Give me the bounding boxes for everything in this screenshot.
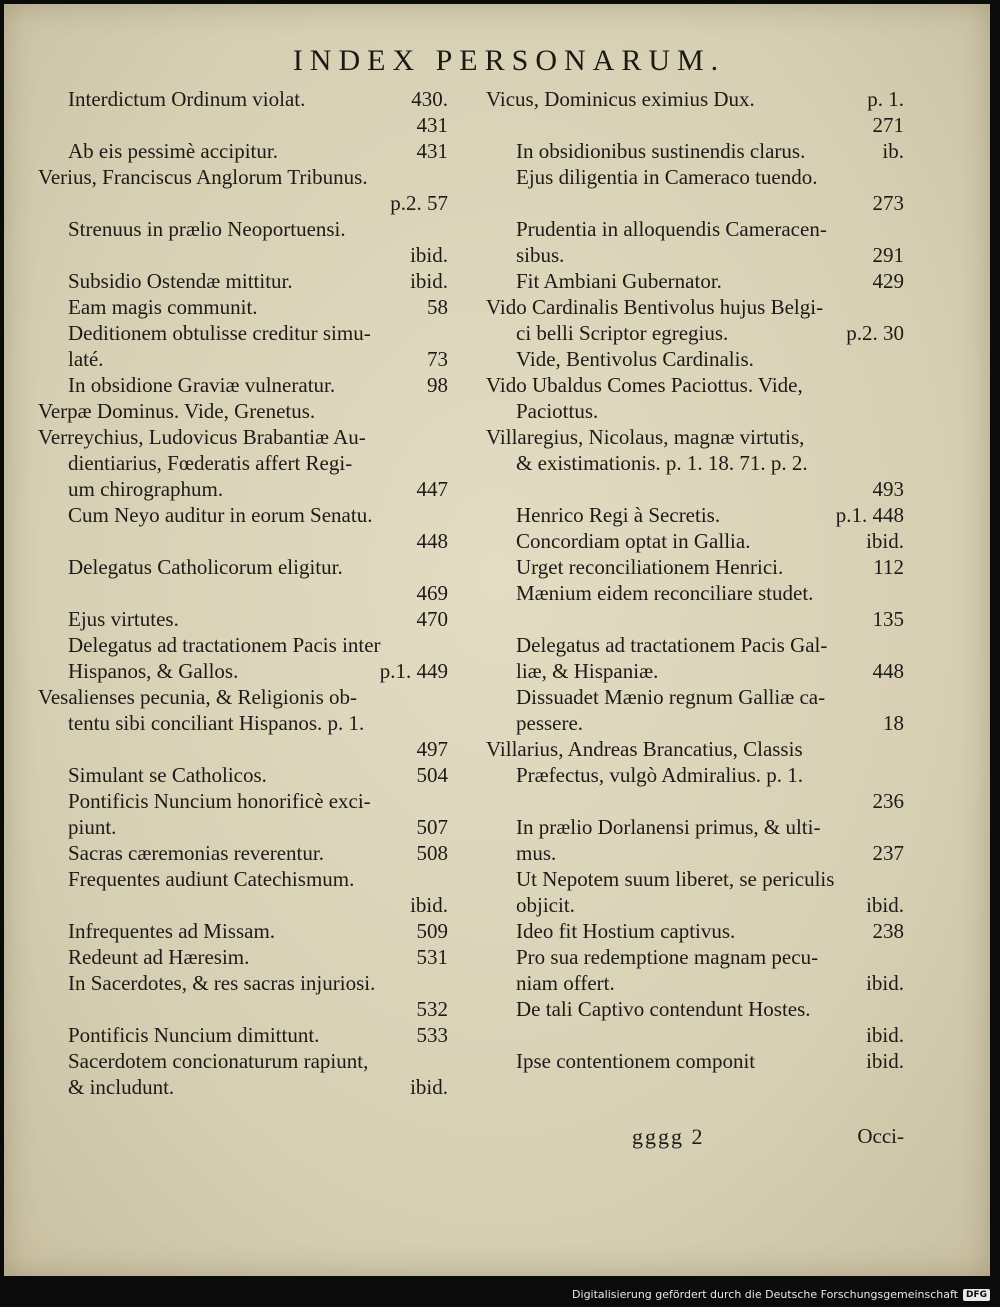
entry-text: sibus. [516,243,565,267]
page-reference [898,632,904,658]
index-entry [486,944,904,996]
running-head: INDEX PERSONARUM. [292,44,726,77]
entry-text: & existimationis. p. 1. 18. 71. p. 2. [516,451,808,475]
index-entry [38,632,448,684]
entry-text: In obsidione Graviæ vulneratur. [68,373,336,397]
entry-text: Mænium eidem reconciliare studet. [516,581,814,605]
entry-text: pessere. [516,711,584,735]
index-entry [486,372,904,424]
entry-text: Verius, Franciscus Anglorum Tribunus. [38,165,368,189]
index-line [38,190,448,216]
page-reference: 238 [872,919,904,943]
index-line [516,164,904,190]
page-reference: 271 [872,113,904,137]
page-reference: 509 [416,919,448,943]
index-line [516,658,904,684]
page-reference: 429 [872,269,904,293]
entry-text: niam offert. [516,971,615,995]
page-reference [442,398,448,424]
index-line [516,242,904,268]
index-entry [486,684,904,736]
entry-text: Delegatus ad tractationem Pacis Gal- [516,633,828,657]
entry-text: Ejus diligentia in Cameraco tuendo. [516,165,818,189]
index-line [68,814,448,840]
index-line [516,502,904,528]
index-line [68,632,448,658]
index-line [486,736,904,762]
index-entry [38,1022,448,1048]
page-reference [442,710,448,736]
index-entry [38,424,448,502]
index-line [68,606,448,632]
index-line [68,554,448,580]
page-reference: p. 1. [867,87,904,111]
index-line [516,216,904,242]
entry-text: Ut Nepotem suum liberet, se periculis [516,867,835,891]
index-line [38,684,448,710]
signature-mark: gggg 2 [632,1124,705,1149]
entry-text: De tali Captivo contendunt Hostes. [516,997,811,1021]
index-line [486,450,904,476]
page-reference [898,398,904,424]
entry-text: & includunt. [68,1075,175,1099]
entry-text: Eam magis communit. [68,295,258,319]
index-entry [486,346,904,372]
page-reference [898,736,904,762]
index-line [516,190,904,216]
book-page [4,4,990,1276]
entry-text: Fit Ambiani Gubernator. [516,269,722,293]
index-line [516,606,904,632]
entry-text: Redeunt ad Hæresim. [68,945,250,969]
index-entry [486,1048,904,1074]
index-line [516,996,904,1022]
page-reference [898,944,904,970]
page-reference: ibid. [410,893,448,917]
index-line [38,736,448,762]
page-reference [898,216,904,242]
index-entry [486,580,904,632]
page-reference: 448 [416,529,448,553]
page-reference: 508 [416,841,448,865]
page-reference: 431 [416,113,448,137]
entry-text: objicit. [516,893,575,917]
index-line [68,112,448,138]
index-entry [486,502,904,528]
page-reference: 431 [416,139,448,163]
index-entry [486,216,904,268]
index-line [486,320,904,346]
index-entry [486,164,904,216]
page-reference: ibid. [410,243,448,267]
index-entry [38,294,448,320]
entry-text: laté. [68,347,104,371]
index-entry [38,138,448,164]
entry-text: Urget reconciliationem Henrici. [516,555,784,579]
entry-text: Ipse contentionem componit [516,1049,756,1073]
entry-text: Vide, Bentivolus Cardinalis. [516,347,754,371]
page-reference: 493 [872,477,904,501]
page-reference: ibid. [866,971,904,995]
index-entry [486,554,904,580]
entry-text: Præfectus, vulgò Admiralius. p. 1. [516,763,803,787]
page-reference [898,996,904,1022]
page-reference: 531 [416,945,448,969]
page-reference: 507 [416,815,448,839]
index-entry [38,944,448,970]
index-line [516,684,904,710]
index-line [68,658,448,684]
page-reference: ib. [882,139,904,163]
index-line [486,788,904,814]
index-entry [486,866,904,918]
page-reference [442,502,448,528]
funding-note: Digitalisierung gefördert durch die Deutsche Forschungsgemeinschaft [572,1288,958,1301]
index-entry [38,970,448,1022]
entry-text: Pontificis Nuncium dimittunt. [68,1023,320,1047]
page-reference [898,762,904,788]
entry-text: Deditionem obtulisse creditur simu- [68,321,371,345]
page-reference [898,580,904,606]
page-reference: p.2. 30 [846,321,904,345]
page-reference [442,554,448,580]
index-entry [38,86,448,138]
page-reference [442,970,448,996]
index-entry [38,502,448,554]
page-reference: 532 [416,997,448,1021]
page-reference [898,424,904,450]
index-line [68,918,448,944]
index-line [68,1048,448,1074]
index-line [68,1022,448,1048]
entry-text: Simulant se Catholicos. [68,763,267,787]
page-reference [898,346,904,372]
index-entry [486,294,904,346]
page-reference [442,632,448,658]
index-line [68,502,448,528]
index-line [68,528,448,554]
entry-text: Interdictum Ordinum violat. [68,87,306,111]
index-line [486,424,904,450]
index-line [68,320,448,346]
index-line [68,866,448,892]
index-line [516,970,904,996]
page-reference [898,450,904,476]
page-reference [442,788,448,814]
page-reference: 469 [416,581,448,605]
page-reference: ibid. [410,269,448,293]
index-line [68,944,448,970]
entry-text: Ab eis pessimè accipitur. [68,139,278,163]
index-line [68,242,448,268]
entry-text: piunt. [68,815,117,839]
page-reference: ibid. [866,529,904,553]
page-reference: 58 [427,295,448,319]
index-entry [486,632,904,684]
index-line [68,840,448,866]
entry-text: dientiarius, Fœderatis affert Regi- [68,451,353,475]
entry-text: Vido Ubaldus Comes Paciottus. Vide, [486,373,803,397]
entry-text: Dissuadet Mænio regnum Galliæ ca- [516,685,826,709]
index-line [486,372,904,398]
index-line [486,398,904,424]
page-reference [442,424,448,450]
index-entry [486,996,904,1048]
index-line [516,944,904,970]
page-reference: p.1. 448 [835,503,904,527]
index-entry [486,528,904,554]
index-line [516,1022,904,1048]
index-line [68,970,448,996]
entry-text: mus. [516,841,557,865]
page-reference [442,164,448,190]
index-line [516,918,904,944]
entry-text: Ideo fit Hostium captivus. [516,919,736,943]
entry-text: Verpæ Dominus. Vide, Grenetus. [38,399,316,423]
entry-text: Henrico Regi à Secretis. [516,503,721,527]
index-line [486,294,904,320]
index-entry [38,268,448,294]
index-line [38,450,448,476]
entry-text: Frequentes audiunt Catechismum. [68,867,355,891]
index-entry [486,918,904,944]
page-reference: p.1. 449 [379,659,448,683]
entry-text: In prælio Dorlanensi primus, & ulti- [516,815,821,839]
page-reference [442,684,448,710]
index-line [68,1074,448,1100]
entry-text: Prudentia in alloquendis Cameracen- [516,217,827,241]
entry-text: ci belli Scriptor egregius. [516,321,729,345]
index-column-left [38,86,448,1100]
index-line [516,580,904,606]
index-line [516,138,904,164]
index-line [68,762,448,788]
index-entry [486,86,904,138]
index-line [38,398,448,424]
page-reference: 18 [883,711,904,735]
index-line [516,866,904,892]
index-entry [38,762,448,788]
page-reference: 497 [416,737,448,761]
index-entry [38,606,448,632]
page-reference: 448 [872,659,904,683]
entry-text: Vicus, Dominicus eximius Dux. [486,87,755,111]
dfg-logo-icon: DFG [963,1289,990,1301]
page-reference: 504 [416,763,448,787]
catchword: Occi- [857,1124,904,1148]
entry-text: um chirographum. [68,477,224,501]
entry-text: Sacerdotem concionaturum rapiunt, [68,1049,369,1073]
entry-text: Cum Neyo auditur in eorum Senatu. [68,503,373,527]
index-line [516,346,904,372]
index-line [516,814,904,840]
index-line [516,528,904,554]
index-line [516,1048,904,1074]
page-reference: ibid. [866,1049,904,1073]
entry-text: Vido Cardinalis Bentivolus hujus Belgi- [486,295,824,319]
index-entry [38,840,448,866]
entry-text: Subsidio Ostendæ mittitur. [68,269,293,293]
index-entry [38,398,448,424]
index-line [486,86,904,112]
page-reference: 533 [416,1023,448,1047]
page-reference [898,372,904,398]
page-reference: 291 [872,243,904,267]
index-entry [38,372,448,398]
index-entry [38,164,448,216]
page-reference: 112 [873,555,904,579]
index-line [68,346,448,372]
index-entry [38,320,448,372]
index-line [38,710,448,736]
page-reference [898,814,904,840]
page-reference [898,866,904,892]
entry-text: Delegatus Catholicorum eligitur. [68,555,343,579]
index-entry [486,424,904,502]
entry-text: In obsidionibus sustinendis clarus. [516,139,806,163]
index-entry [486,138,904,164]
index-line [68,216,448,242]
page-reference: ibid. [866,1023,904,1047]
entry-text: Delegatus ad tractationem Pacis inter [68,633,381,657]
index-line [516,554,904,580]
index-entry [38,684,448,762]
entry-text: Sacras cæremonias reverentur. [68,841,324,865]
page-reference: 237 [872,841,904,865]
index-entry [486,736,904,814]
index-line [516,892,904,918]
index-entry [38,216,448,268]
index-line [68,138,448,164]
index-line [68,294,448,320]
index-line [486,476,904,502]
page-reference [442,450,448,476]
funding-credit [572,1288,990,1301]
entry-text: Vesalienses pecunia, & Religionis ob- [38,685,358,709]
entry-text: Pontificis Nuncium honorificè exci- [68,789,371,813]
page-reference [898,164,904,190]
index-line [38,476,448,502]
entry-text: Villaregius, Nicolaus, magnæ virtutis, [486,425,805,449]
index-line [68,996,448,1022]
index-line [38,424,448,450]
index-line [68,892,448,918]
page-reference [898,684,904,710]
entry-text: Strenuus in prælio Neoportuensi. [68,217,346,241]
page-reference: 470 [416,607,448,631]
index-line [516,632,904,658]
index-entry [38,918,448,944]
page-reference: ibid. [866,893,904,917]
index-entry [38,1048,448,1100]
entry-text: Ejus virtutes. [68,607,179,631]
index-line [516,710,904,736]
index-line [516,840,904,866]
page-reference: 98 [427,373,448,397]
page-reference: 430. [411,87,448,111]
index-line [68,788,448,814]
entry-text: tentu sibi conciliant Hispanos. p. 1. [68,711,365,735]
index-line [68,86,448,112]
entry-text: Infrequentes ad Missam. [68,919,276,943]
index-entry [38,554,448,606]
page-reference [898,294,904,320]
index-line [38,164,448,190]
entry-text: Paciottus. [516,399,599,423]
index-line [68,580,448,606]
entry-text: Hispanos, & Gallos. [68,659,239,683]
index-entry [38,788,448,840]
page-reference [442,320,448,346]
index-line [68,372,448,398]
index-line [486,112,904,138]
entry-text: Concordiam optat in Gallia. [516,529,751,553]
page-reference: 135 [872,607,904,631]
index-line [516,268,904,294]
page-reference [442,216,448,242]
page-reference [442,866,448,892]
entry-text: Pro sua redemptione magnam pecu- [516,945,819,969]
index-line [486,762,904,788]
index-line [68,268,448,294]
page-reference: 73 [427,347,448,371]
index-column-right [486,86,904,1074]
entry-text: Verreychius, Ludovicus Brabantiæ Au- [38,425,366,449]
entry-text: Villarius, Andreas Brancatius, Classis [486,737,803,761]
page-reference [442,1048,448,1074]
page-reference: 236 [872,789,904,813]
page-reference: ibid. [410,1075,448,1099]
page-reference: p.2. 57 [390,191,448,215]
page-reference: 273 [872,191,904,215]
index-entry [486,814,904,866]
index-entry [38,866,448,918]
entry-text: In Sacerdotes, & res sacras injuriosi. [68,971,376,995]
index-entry [486,268,904,294]
page-reference: 447 [416,477,448,501]
entry-text: liæ, & Hispaniæ. [516,659,659,683]
